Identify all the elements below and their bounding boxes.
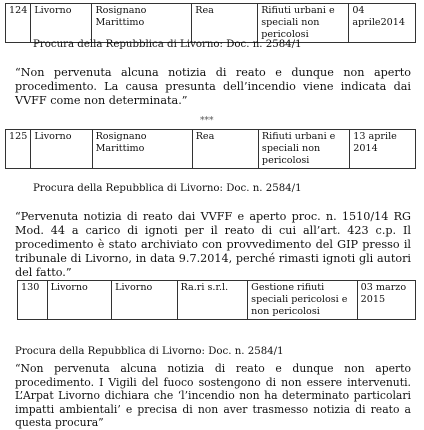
cell-province: Livorno <box>47 281 111 320</box>
table-row <box>6 4 416 43</box>
cell-province: Livorno <box>31 4 92 43</box>
cell-waste-type: Rifiuti urbani e speciali non pericolosi <box>258 130 349 169</box>
cell-number: 125 <box>6 130 31 169</box>
cell-municipality: Rosignano Marittimo <box>92 4 192 43</box>
cell-number: 124 <box>6 4 31 43</box>
source-reference: Procura della Repubblica di Livorno: Doc. n. 2584/1 <box>33 39 302 50</box>
record-table-124 <box>5 3 416 43</box>
cell-date: 03 marzo 2015 <box>357 281 415 320</box>
cell-date: 04 aprile2014 <box>349 4 416 43</box>
cell-number: 130 <box>18 281 48 320</box>
cell-province: Livorno <box>31 130 92 169</box>
table-row <box>6 130 416 169</box>
record-table-130 <box>17 280 416 320</box>
quote-text: “Non pervenuta alcuna notizia di reato e dunque non aperto procedimento. La causa presunta dell’incendio viene indicata dai VVFF come non determinata.” <box>15 66 411 107</box>
section-separator: *** <box>200 116 214 126</box>
source-reference: Procura della Repubblica di Livorno: Doc. n. 2584/1 <box>15 346 284 357</box>
source-reference: Procura della Repubblica di Livorno: Doc. n. 2584/1 <box>33 183 302 194</box>
cell-date: 13 aprile 2014 <box>350 130 416 169</box>
cell-municipality: Rosignano Marittimo <box>92 130 192 169</box>
cell-company: Rea <box>192 130 258 169</box>
quote-text: “Pervenuta notizia di reato dai VVFF e aperto proc. n. 1510/14 RG Mod. 44 a carico di ignoti per il reato di cui all’art. 423 c.p. Il procedimento è stato archiviato con provvedimento del GIP presso il tribunale di Livorno, in data 9.7.2014, perché rimasti ignoti gli autori del fatto.” <box>15 210 411 279</box>
cell-municipality: Livorno <box>112 281 177 320</box>
table-row <box>18 281 416 320</box>
cell-company: Rea <box>192 4 258 43</box>
record-table-125 <box>5 129 416 169</box>
cell-waste-type: Gestione rifiuti speciali pericolosi e non pericolosi <box>248 281 357 320</box>
cell-waste-type: Rifiuti urbani e speciali non pericolosi <box>258 4 349 43</box>
quote-text: “Non pervenuta alcuna notizia di reato e dunque non aperto procedimento. I Vigili del fuoco sostengono di non essere intervenuti. L’Arpat Livorno dichiara che ‘l’incendio non ha determinato particolari impatti ambientali’ e precisa di non aver trasmesso notizia di reato a questa procura” <box>15 362 411 429</box>
cell-company: Ra.ri s.r.l. <box>177 281 248 320</box>
